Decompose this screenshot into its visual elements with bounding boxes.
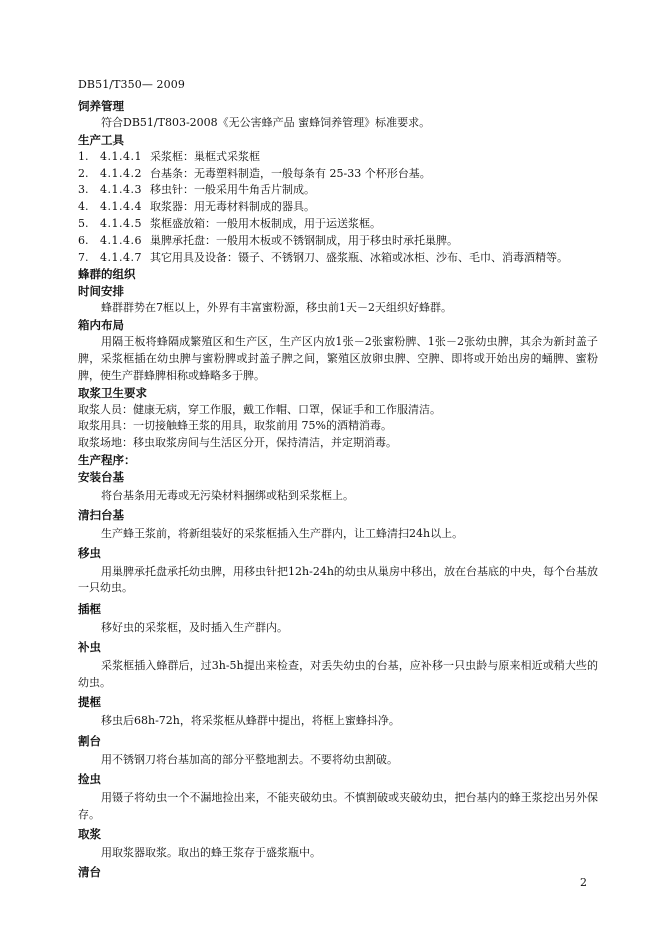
clause-code: 4.1.4.2 — [100, 166, 142, 180]
heading-step: 安装台基 — [78, 469, 124, 484]
paragraph-step: 采浆框插入蜂群后，过3h-5h提出来检查，对丢失幼虫的台基，应补移一只虫龄与原来相近或稍大些的幼虫。 — [78, 658, 598, 689]
list-number: 3. — [78, 183, 89, 197]
paragraph-step: 生产蜂王浆前，将新组装好的采浆框插入生产群内，让工蜂清扫24h以上。 — [101, 526, 464, 540]
list-text: 采浆框：巢框式采浆框 — [150, 149, 260, 163]
list-item — [78, 233, 598, 250]
list-number: 2. — [78, 166, 89, 180]
list-text: 取浆器：用无毒材料制成的器具。 — [150, 200, 315, 214]
list-text: 其它用具及设备：镊子、不锈钢刀、盛浆瓶、冰箱或冰柜、沙布、毛巾、消毒酒精等。 — [150, 250, 568, 264]
heading-feeding: 饲养管理 — [78, 99, 124, 113]
hygiene-line: 取浆人员：健康无病，穿工作服，戴工作帽、口罩，保证手和工作服清洁。 — [78, 402, 441, 416]
page-number: 2 — [580, 876, 587, 889]
paragraph-step: 移虫后68h-72h，将采浆框从蜂群中提出，将框上蜜蜂抖净。 — [101, 713, 400, 727]
heading-tools: 生产工具 — [78, 132, 124, 147]
heading-step: 割台 — [78, 734, 101, 749]
list-number: 7. — [78, 250, 89, 264]
list-item — [78, 216, 598, 233]
paragraph-timing: 蜂群群势在7框以上，外界有丰富蜜粉源，移虫前1天－2天组织好蜂群。 — [101, 301, 452, 315]
list-number: 4. — [78, 200, 89, 214]
heading-colony: 蜂群的组织 — [78, 267, 136, 282]
heading-layout: 箱内布局 — [78, 318, 124, 333]
clause-code: 4.1.4.4 — [100, 200, 142, 214]
document-body — [78, 98, 598, 881]
list-number: 1. — [78, 149, 89, 163]
hygiene-line: 取浆用具：一切接触蜂王浆的用具，取浆前用 75%的酒精消毒。 — [78, 419, 392, 433]
list-item — [78, 182, 598, 199]
tools-list — [78, 149, 598, 267]
paragraph-step: 用巢脾承托盘承托幼虫脾，用移虫针把12h-24h的幼虫从巢房中移出，放在台基底的中央，每个台基放一只幼虫。 — [78, 564, 598, 595]
heading-step: 补虫 — [78, 639, 101, 654]
heading-step: 提框 — [78, 694, 101, 709]
clause-code: 4.1.4.5 — [100, 216, 142, 230]
clause-code: 4.1.4.1 — [100, 149, 142, 163]
heading-step: 取浆 — [78, 826, 101, 841]
paragraph-feeding: 符合DB51/T803-2008《无公害蜂产品 蜜蜂饲养管理》标准要求。 — [101, 116, 431, 129]
heading-hygiene: 取浆卫生要求 — [78, 385, 147, 400]
clause-code: 4.1.4.3 — [100, 183, 142, 197]
list-text: 台基条：无毒塑料制造，一般每条有 25-33 个杯形台基。 — [150, 166, 431, 180]
paragraph-step: 将台基条用无毒或无污染材料捆绑或粘到采浆框上。 — [101, 488, 354, 502]
heading-procedure: 生产程序： — [78, 452, 136, 467]
list-number: 6. — [78, 233, 89, 247]
list-item — [78, 149, 598, 166]
hygiene-line: 取浆场地：移虫取浆房间与生活区分开，保持清洁，并定期消毒。 — [78, 436, 397, 450]
heading-step: 捡虫 — [78, 772, 101, 787]
list-item — [78, 199, 598, 216]
clause-code: 4.1.4.7 — [100, 250, 142, 264]
paragraph-step: 移好虫的采浆框，及时插入生产群内。 — [101, 621, 288, 635]
list-item — [78, 250, 598, 267]
paragraph-layout: 用隔王板将蜂隔成繁殖区和生产区，生产区内放1张－2张蜜粉脾、1张－2张幼虫脾，其余为新封盖子脾，采浆框插在幼虫脾与蜜粉脾或封盖子脾之间，繁殖区放卵虫脾、空脾、即将或开始出房的蛹脾、蜜粉脾，使生产群蜂脾相称或蜂略多于脾。 — [78, 335, 598, 382]
list-number: 5. — [78, 216, 89, 230]
paragraph-step: 用不锈钢刀将台基加高的部分平整地割去。不要将幼虫割破。 — [101, 753, 398, 767]
document-code: DB51/T350— 2009 — [78, 78, 185, 91]
heading-step: 移虫 — [78, 545, 101, 560]
list-text: 巢脾承托盘：一般用木板或不锈钢制成，用于移虫时承托巢脾。 — [150, 233, 458, 247]
list-text: 移虫针：一般采用牛角舌片制成。 — [150, 183, 315, 197]
paragraph-step: 用取浆器取浆。取出的蜂王浆存于盛浆瓶中。 — [101, 845, 321, 859]
paragraph-step: 用镊子将幼虫一个不漏地捡出来，不能夹破幼虫。不慎割破或夹破幼虫，把台基内的蜂王浆挖出另外保存。 — [78, 791, 598, 821]
list-text: 浆框盛放箱：一般用木板制成，用于运送浆框。 — [150, 216, 381, 230]
heading-step: 清扫台基 — [78, 507, 124, 522]
heading-step: 清台 — [78, 864, 101, 879]
heading-timing: 时间安排 — [78, 284, 124, 299]
list-item — [78, 166, 598, 183]
clause-code: 4.1.4.6 — [100, 233, 142, 247]
heading-step: 插框 — [78, 602, 101, 617]
